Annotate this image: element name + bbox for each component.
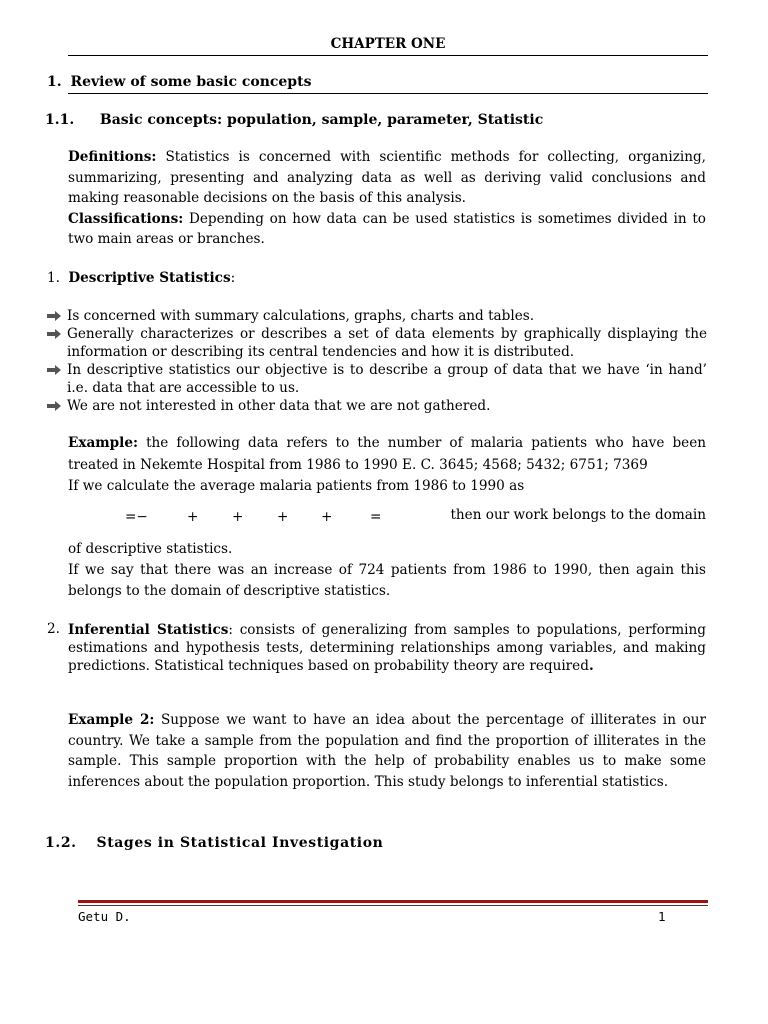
formula-token: =− xyxy=(125,509,148,525)
pointing-arrow-icon xyxy=(47,401,61,411)
inferential-text: : consists of generalizing from samples to populations, performing estimations and hypothesis tests, determining relationships among variables, and making predictions. Statistical techniques based on probability theory are required xyxy=(68,622,706,674)
formula-token: + xyxy=(187,509,199,525)
footer-rule xyxy=(78,900,708,903)
header-rule xyxy=(68,55,708,56)
example-2-paragraph xyxy=(68,710,706,792)
example-1-line3: of descriptive statistics. xyxy=(68,541,233,557)
section-number: 1.2. xyxy=(45,835,77,851)
example-1-line2: If we calculate the average malaria patients from 1986 to 1990 as xyxy=(68,478,525,494)
bullet-text: In descriptive statistics our objective is to describe a group of data that we have ‘in hand’ i.e. data that are accessible to us. xyxy=(67,362,707,396)
inferential-end: . xyxy=(588,658,594,674)
footer-author: Getu D. xyxy=(78,909,131,924)
example-2-text: Suppose we want to have an idea about the percentage of illiterates in our country. We take a sample from the population and find the proportion of illiterates in the sample. This sample proportion with the help of probability enables us to make some inferences about the population proportion. This study belongs to inferential statistics. xyxy=(68,712,706,790)
classifications-text: Depending on how data can be used statistics is sometimes divided in to two main areas or branches. xyxy=(68,210,706,247)
definitions-text: Statistics is concerned with scientific methods for collecting, organizing, summarizing, presenting and analyzing data as well as deriving valid conclusions and making reasonable decisions on the basis of this analysis. xyxy=(68,149,706,206)
bullet-text: Generally characterizes or describes a set of data elements by graphically displaying the information or describing its central tendencies and how it is distributed. xyxy=(67,326,707,360)
list-item xyxy=(47,325,707,361)
list-item xyxy=(47,361,707,397)
section-title: Stages in Statistical Investigation xyxy=(96,835,384,851)
list-item xyxy=(47,397,707,415)
section-heading-1-2 xyxy=(45,835,383,851)
descriptive-colon: : xyxy=(230,270,236,286)
chapter-title: CHAPTER ONE xyxy=(330,36,446,52)
section-number: 1. xyxy=(47,74,62,90)
pointing-arrow-icon xyxy=(47,311,61,321)
section-title: Review of some basic concepts xyxy=(70,74,312,90)
example-1-text: the following data refers to the number of malaria patients who have been treated in Nekemte Hospital from 1986 to 1990 E. C. 3645; 4568; 5432; 6751; 7369 xyxy=(68,435,706,473)
section-heading-1 xyxy=(47,74,311,90)
classifications-label: Classifications: xyxy=(68,210,184,227)
list-item xyxy=(47,307,707,325)
descriptive-title: Descriptive Statistics xyxy=(68,270,231,286)
formula-token: + xyxy=(321,509,333,525)
section-title: Basic concepts: population, sample, parameter, Statistic xyxy=(99,112,544,128)
example-1-label: Example: xyxy=(68,435,138,451)
formula-tail: then our work belongs to the domain xyxy=(450,507,706,523)
example-1-continuation xyxy=(68,539,706,602)
section-rule xyxy=(68,93,708,94)
footer-rule-thin xyxy=(78,905,708,906)
descriptive-heading xyxy=(47,270,235,286)
pointing-arrow-icon xyxy=(47,365,61,375)
inferential-paragraph xyxy=(68,621,706,675)
section-number: 1.1. xyxy=(45,112,75,128)
inferential-title: Inferential Statistics xyxy=(68,622,229,638)
formula-token: = xyxy=(370,509,382,525)
example-1-line4: If we say that there was an increase of 724 patients from 1986 to 1990, then again this belongs to the domain of descriptive statistics. xyxy=(68,562,706,599)
definitions-label: Definitions: xyxy=(68,149,157,165)
formula-row xyxy=(68,507,706,527)
bullet-text: Is concerned with summary calculations, graphs, charts and tables. xyxy=(67,308,535,324)
inferential-number: 2. xyxy=(47,621,60,637)
formula-token: + xyxy=(277,509,289,525)
list-number: 1. xyxy=(47,270,60,286)
example-2-label: Example 2: xyxy=(68,712,155,728)
formula-token: + xyxy=(232,509,244,525)
example-1-paragraph xyxy=(68,433,706,498)
definitions-paragraph xyxy=(68,147,706,250)
bullet-text: We are not interested in other data that we are not gathered. xyxy=(67,398,491,414)
pointing-arrow-icon xyxy=(47,329,61,339)
section-heading-1-1 xyxy=(45,112,543,128)
page-number: 1 xyxy=(658,909,666,924)
